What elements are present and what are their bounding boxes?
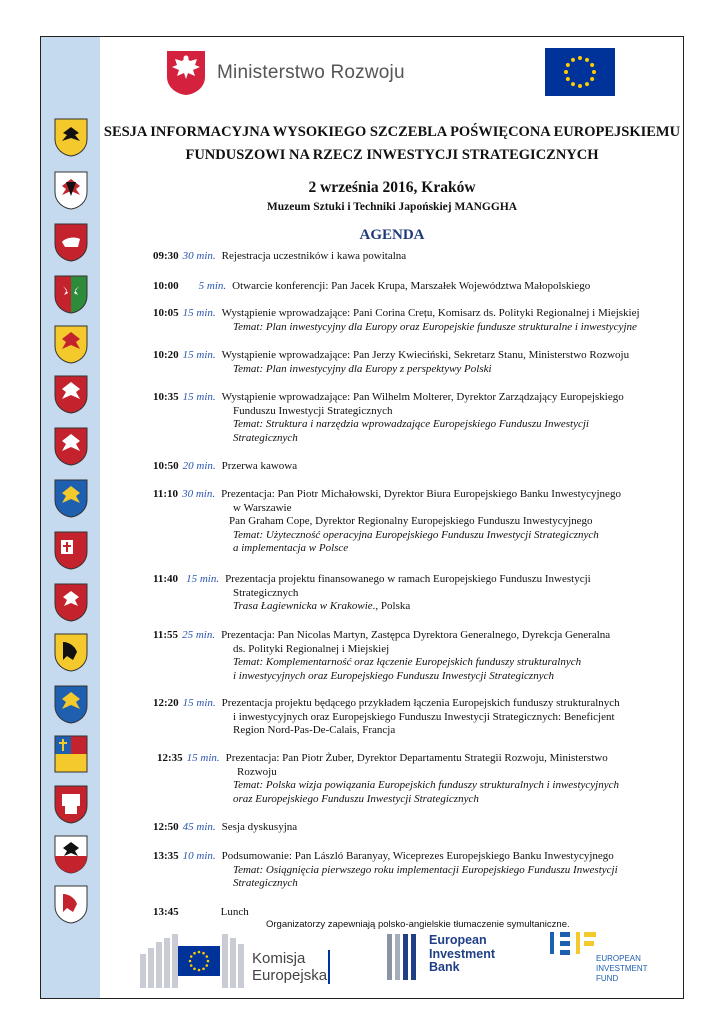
item-text: Prezentacja projektu finansowanego w ramach Europejskiego Funduszu Inwestycji bbox=[225, 573, 591, 585]
eib-bars-icon bbox=[385, 934, 421, 982]
item-text-continued: ds. Polityki Regionalnej i Miejskiej bbox=[233, 642, 390, 655]
item-time: 12:50 bbox=[153, 821, 179, 833]
item-topic-suffix: ., Polska bbox=[372, 600, 411, 612]
item-text: Rejestracja uczestników i kawa powitalna bbox=[221, 250, 407, 262]
item-text: Wystąpienie wprowadzające: Pani Corina Crețu, Komisarz ds. Polityki Regionalnej i Miejskiej bbox=[221, 307, 640, 319]
item-time: 13:45 bbox=[153, 906, 179, 918]
eu-star-icon bbox=[189, 960, 192, 963]
eu-star-icon bbox=[198, 951, 201, 954]
eib-name-line3: Bank bbox=[429, 960, 460, 974]
crest-icon bbox=[53, 274, 89, 314]
crest-icon bbox=[53, 684, 89, 724]
item-duration: 20 min. bbox=[182, 460, 216, 472]
agenda-item bbox=[153, 573, 675, 614]
eu-star-icon bbox=[590, 63, 594, 67]
item-text-continued: i inwestycyjnych oraz Europejskiego Funduszu Inwestycji Strategicznych: Beneficjent bbox=[233, 710, 615, 723]
item-topic: Trasa Łagiewnicka w Krakowie bbox=[233, 600, 373, 612]
item-text: Otwarcie konferencji: Pan Jacek Krupa, Marszałek Województwa Małopolskiego bbox=[232, 280, 591, 292]
crest-icon bbox=[53, 170, 89, 210]
agenda-item bbox=[153, 629, 675, 683]
item-topic-continued: i inwestycyjnych oraz Europejskiego Funduszu Inwestycji Strategicznych bbox=[233, 669, 554, 682]
item-text: Przerwa kawowa bbox=[221, 460, 298, 472]
ministry-name: Ministerstwo Rozwoju bbox=[217, 62, 405, 83]
eib-name-line2: Investment bbox=[429, 946, 495, 961]
item-duration: 25 min. bbox=[182, 629, 216, 641]
item-topic: Temat: Struktura i narzędzia wprowadzające Europejskiego Funduszu Inwestycji bbox=[233, 418, 589, 430]
eu-star-icon bbox=[578, 84, 582, 88]
eib-name-line1: European bbox=[429, 933, 487, 947]
crest-icon bbox=[53, 834, 89, 874]
eu-star-icon bbox=[566, 63, 570, 67]
agenda-item bbox=[153, 821, 675, 835]
item-text: Wystąpienie wprowadzające: Pan Wilhelm Molterer, Dyrektor Zarządzający Europejskiego bbox=[221, 391, 624, 403]
event-venue: Muzeum Sztuki i Techniki Japońskiej MANGGHA bbox=[266, 201, 518, 213]
item-duration: 15 min. bbox=[182, 697, 216, 709]
item-text-continued: Funduszu Inwestycji Strategicznych bbox=[233, 404, 393, 417]
crest-icon bbox=[53, 734, 89, 774]
eif-name-line2: INVESTMENT bbox=[596, 964, 648, 973]
eib-logo bbox=[385, 932, 505, 984]
event-date: 2 września 2016, Kraków bbox=[308, 179, 476, 196]
ec-building-icon bbox=[140, 932, 250, 988]
item-time: 11:40 bbox=[153, 573, 179, 585]
agenda-item bbox=[153, 460, 675, 474]
item-text-continued: w Warszawie bbox=[233, 501, 292, 514]
eu-star-icon bbox=[202, 967, 205, 970]
item-text: Prezentacja: Pan Piotr Michałowski, Dyrektor Biura Europejskiego Banku Inwestycyjnego bbox=[221, 488, 621, 500]
agenda-item bbox=[153, 250, 675, 264]
crest-icon bbox=[53, 478, 89, 518]
eu-star-icon bbox=[205, 964, 208, 967]
agenda-item bbox=[153, 307, 675, 334]
item-text: Wystąpienie wprowadzające: Pan Jerzy Kwieciński, Sekretarz Stanu, Ministerstwo Rozwoju bbox=[221, 349, 630, 361]
item-text: Sesja dyskusyjna bbox=[221, 821, 298, 833]
item-text-second-speaker: Pan Graham Cope, Dyrektor Regionalny Europejskiego Funduszu Inwestycyjnego bbox=[229, 515, 593, 527]
item-location bbox=[233, 600, 675, 614]
crest-icon bbox=[53, 530, 89, 570]
item-text-continued: Strategicznych bbox=[233, 586, 299, 599]
eu-star-icon bbox=[190, 955, 193, 958]
crest-icon bbox=[53, 324, 89, 364]
item-duration: 15 min. bbox=[186, 573, 220, 585]
eu-star-icon bbox=[193, 952, 196, 955]
eu-star-icon bbox=[190, 964, 193, 967]
ec-name-line2: Europejska bbox=[252, 967, 328, 984]
ec-name-line1: Komisja bbox=[252, 950, 306, 967]
ministry-header bbox=[165, 48, 405, 98]
item-time: 11:10 bbox=[153, 488, 179, 500]
agenda-item bbox=[153, 906, 675, 920]
polish-eagle-logo-icon bbox=[165, 49, 207, 97]
eu-flag-icon bbox=[545, 48, 615, 96]
item-duration: 15 min. bbox=[182, 349, 216, 361]
crest-icon bbox=[53, 884, 89, 924]
agenda-item bbox=[153, 391, 675, 445]
eif-name-line3: FUND bbox=[596, 974, 619, 983]
item-time: 09:30 bbox=[153, 250, 179, 262]
crest-icon bbox=[53, 117, 89, 157]
eu-star-icon bbox=[205, 955, 208, 958]
crest-icon bbox=[53, 426, 89, 466]
title-line-2: FUNDUSZOWI NA RZECZ INWESTYCJI STRATEGICZNYCH bbox=[185, 147, 599, 163]
crest-icon bbox=[53, 222, 89, 262]
agenda-item bbox=[153, 697, 675, 738]
item-topic-continued: Strategicznych bbox=[233, 431, 298, 444]
eu-star-icon bbox=[571, 82, 575, 86]
eu-star-icon bbox=[590, 77, 594, 81]
item-duration: 15 min. bbox=[186, 752, 220, 764]
eu-star-icon bbox=[571, 58, 575, 62]
eu-star-icon bbox=[193, 967, 196, 970]
item-time: 10:50 bbox=[153, 460, 179, 472]
eu-star-icon bbox=[564, 70, 568, 74]
eu-star-icon bbox=[585, 58, 589, 62]
item-time: 10:05 bbox=[153, 307, 179, 319]
title-line-1: SESJA INFORMACYJNA WYSOKIEGO SZCZEBLA POŚWIĘCONA EUROPEJSKIEMU bbox=[103, 124, 681, 140]
eu-star-icon bbox=[566, 77, 570, 81]
eu-star-icon bbox=[585, 82, 589, 86]
item-topic: Temat: Użyteczność operacyjna Europejskiego Funduszu Inwestycji Strategicznych bbox=[233, 528, 599, 541]
item-time: 11:55 bbox=[153, 629, 179, 641]
item-time: 12:35 bbox=[157, 752, 183, 764]
item-duration: 5 min. bbox=[198, 280, 227, 292]
eu-star-icon bbox=[578, 56, 582, 60]
agenda-item bbox=[157, 752, 679, 806]
item-topic: Temat: Polska wizja powiązania Europejskich funduszy strukturalnych i inwestycyjnych bbox=[233, 779, 619, 791]
item-text: Podsumowanie: Pan László Baranyay, Wiceprezes Europejskiego Banku Inwestycyjnego bbox=[221, 850, 614, 862]
item-text: Prezentacja: Pan Piotr Żuber, Dyrektor Departamentu Strategii Rozwoju, Ministerstwo bbox=[225, 752, 608, 764]
crest-icon bbox=[53, 784, 89, 824]
item-text: Prezentacja projektu będącego przykładem łączenia Europejskich funduszy strukturalnych bbox=[221, 697, 620, 709]
item-duration: 15 min. bbox=[182, 307, 216, 319]
item-duration: 10 min. bbox=[182, 850, 216, 862]
eif-name-line1: EUROPEAN bbox=[596, 954, 641, 963]
eu-star-icon bbox=[592, 70, 596, 74]
item-text-continued: Rozwoju bbox=[237, 765, 277, 778]
agenda-item bbox=[153, 349, 675, 376]
agenda-heading: AGENDA bbox=[359, 227, 425, 243]
item-topic-continued: oraz Europejskiego Funduszu Inwestycji Strategicznych bbox=[233, 792, 479, 805]
european-commission-logo bbox=[140, 932, 340, 988]
eu-star-icon bbox=[198, 969, 201, 972]
agenda-item bbox=[153, 850, 675, 891]
eu-star-icon bbox=[207, 960, 210, 963]
crest-icon bbox=[53, 582, 89, 622]
translation-note: Organizatorzy zapewniają polsko-angielskie tłumaczenie symultaniczne. bbox=[266, 919, 570, 930]
item-topic-continued: a implementacja w Polsce bbox=[233, 542, 349, 554]
item-duration: 45 min. bbox=[182, 821, 216, 833]
eif-symbol-icon bbox=[548, 930, 604, 956]
item-duration: 15 min. bbox=[182, 391, 216, 403]
item-time: 10:20 bbox=[153, 349, 179, 361]
crest-icon bbox=[53, 632, 89, 672]
item-time: 10:00 bbox=[153, 280, 179, 292]
item-topic: Temat: Komplementarność oraz łączenie Europejskich funduszy strukturalnych bbox=[233, 656, 582, 668]
eu-star-icon bbox=[202, 952, 205, 955]
item-text: Lunch bbox=[220, 906, 249, 918]
item-time: 13:35 bbox=[153, 850, 179, 862]
eif-logo bbox=[548, 930, 648, 990]
item-topic: Temat: Osiągnięcia pierwszego roku implementacji Europejskiego Funduszu Inwestycji bbox=[233, 863, 618, 876]
item-topic: Temat: Plan inwestycyjny dla Europy oraz Europejskie fundusze strukturalne i inwestycyjne bbox=[233, 320, 637, 333]
item-text-continued: Region Nord-Pas-De-Calais, Francja bbox=[233, 724, 396, 736]
agenda-item bbox=[153, 488, 675, 556]
item-time: 10:35 bbox=[153, 391, 179, 403]
item-duration: 30 min. bbox=[182, 488, 216, 500]
item-topic: Temat: Plan inwestycyjny dla Europy z perspektywy Polski bbox=[233, 362, 492, 375]
crest-icon bbox=[53, 374, 89, 414]
item-topic-continued: Strategicznych bbox=[233, 877, 298, 889]
item-time: 12:20 bbox=[153, 697, 179, 709]
item-text: Prezentacja: Pan Nicolas Martyn, Zastępca Dyrektora Generalnego, Dyrekcja Generalna bbox=[221, 629, 611, 641]
agenda-item bbox=[153, 280, 675, 294]
item-duration: 30 min. bbox=[182, 250, 216, 262]
